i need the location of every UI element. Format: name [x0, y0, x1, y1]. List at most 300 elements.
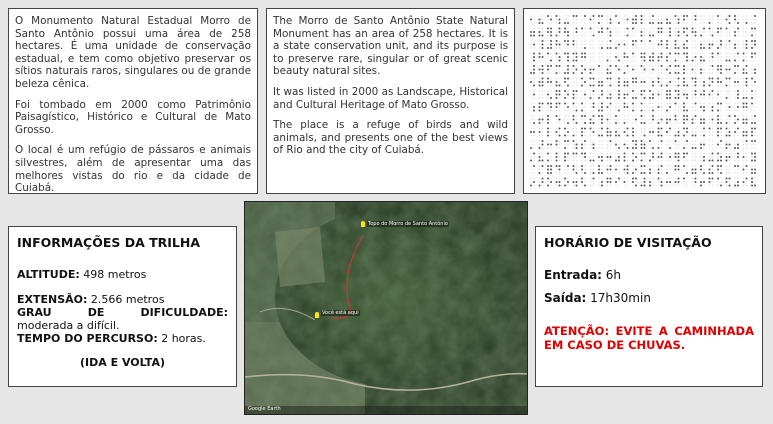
braille-dot — [550, 97, 552, 99]
braille-dot — [734, 106, 735, 107]
braille-dot — [734, 78, 735, 79]
braille-dot — [567, 81, 568, 82]
braille-dot — [652, 153, 654, 155]
braille-dot — [720, 128, 722, 130]
braille-dot — [635, 31, 636, 32]
braille-dot — [661, 94, 662, 95]
braille-dot — [720, 169, 721, 170]
braille-dot — [610, 78, 612, 80]
braille-dot — [734, 135, 735, 136]
braille-dot — [530, 135, 531, 136]
braille-dot — [717, 140, 718, 141]
braille-dot — [669, 15, 670, 16]
braille-dot — [709, 110, 710, 111]
braille-dot — [539, 28, 540, 29]
braille-dot — [584, 144, 585, 145]
braille-dot — [624, 22, 625, 23]
braille-dot — [618, 160, 620, 162]
braille-dot — [624, 103, 626, 105]
braille-dot — [675, 178, 676, 179]
braille-dot — [692, 56, 693, 57]
braille-dot — [539, 106, 541, 108]
braille-dot — [607, 56, 608, 57]
braille-dot — [641, 94, 643, 96]
braille-dot — [567, 122, 569, 124]
braille-dot — [610, 81, 611, 82]
braille-dot — [615, 165, 616, 166]
braille-dot — [726, 165, 727, 166]
braille-dot — [649, 128, 650, 129]
braille-dot — [652, 178, 653, 179]
braille-dot — [726, 85, 728, 87]
braille-dot — [564, 115, 565, 116]
braille-dot — [593, 135, 594, 136]
braille-dot — [615, 65, 617, 67]
braille-dot — [675, 128, 676, 129]
braille-dot — [678, 60, 679, 61]
braille-dot — [712, 135, 713, 136]
braille-dot — [618, 85, 620, 87]
braille-dot — [683, 178, 685, 180]
braille-dot — [632, 53, 634, 55]
braille-dot — [661, 19, 662, 20]
braille-dot — [734, 19, 736, 21]
braille-dot — [576, 181, 578, 183]
extension-label: EXTENSÃO: — [17, 293, 88, 306]
braille-dot — [746, 106, 748, 108]
braille-dot — [576, 35, 577, 36]
braille-dot — [751, 131, 753, 133]
braille-dot — [601, 40, 602, 41]
braille-dot — [649, 119, 650, 120]
braille-dot — [632, 40, 634, 42]
braille-dot — [573, 165, 575, 167]
braille-dot — [703, 122, 705, 124]
braille-dot — [666, 165, 667, 166]
braille-dot — [675, 172, 676, 173]
braille-dot — [652, 90, 653, 91]
braille-dot — [683, 122, 685, 124]
braille-dot — [666, 53, 667, 54]
braille-dot — [709, 156, 710, 157]
braille-dot — [635, 22, 637, 24]
braille-dot — [641, 128, 642, 129]
braille-dot — [624, 72, 626, 74]
braille-dot — [559, 56, 561, 58]
pt-paragraph-1: O Monumento Natural Estadual Morro de Santo Antônio possui uma área de 258 hectares. É uma unidade de conservação estadual, e tem como objetivo preservar os sítios naturais raros, singulares ou de grande beleza cênica. — [15, 15, 251, 90]
entry-value: 6h — [601, 268, 622, 282]
braille-dot — [542, 90, 543, 91]
braille-dot — [675, 85, 676, 86]
braille-dot — [610, 44, 611, 45]
braille-dot — [547, 28, 549, 30]
braille-dot — [601, 147, 602, 148]
braille-dot — [717, 172, 718, 173]
braille-dot — [559, 90, 561, 92]
braille-dot — [556, 128, 557, 129]
braille-dot — [581, 28, 583, 30]
braille-dot — [610, 178, 612, 180]
braille-dot — [641, 81, 643, 83]
braille-dot — [737, 69, 738, 70]
braille-dot — [542, 65, 544, 67]
braille-dot — [734, 31, 736, 33]
braille-dot — [666, 169, 667, 170]
braille-dot — [678, 119, 679, 120]
difficulty-value: moderada a difícil. — [17, 319, 120, 332]
braille-dot — [649, 19, 650, 20]
braille-dot — [661, 144, 662, 145]
braille-dot — [624, 156, 626, 158]
braille-dot — [666, 31, 667, 32]
braille-dot — [530, 69, 531, 70]
braille-dot — [576, 69, 578, 71]
braille-dot — [635, 169, 637, 171]
braille-dot — [581, 185, 582, 186]
braille-dot — [564, 85, 565, 86]
braille-dot — [641, 60, 642, 61]
braille-dot — [542, 19, 543, 20]
braille-dot — [547, 69, 549, 71]
braille-dot — [632, 115, 633, 116]
braille-dot — [547, 94, 549, 96]
braille-dot — [539, 156, 541, 158]
braille-dot — [743, 181, 745, 183]
braille-dot — [530, 181, 531, 182]
braille-dot — [649, 156, 650, 157]
braille-dot — [632, 128, 634, 130]
braille-dot — [678, 81, 679, 82]
braille-dot — [590, 78, 592, 80]
braille-dot — [593, 44, 594, 45]
braille-dot — [573, 122, 574, 123]
braille-dot — [649, 110, 650, 111]
braille-dot — [683, 56, 684, 57]
braille-dot — [584, 40, 585, 41]
braille-dot — [709, 90, 710, 91]
braille-dot — [658, 172, 660, 174]
braille-dot — [607, 103, 608, 104]
braille-dot — [564, 135, 566, 137]
braille-dot — [695, 119, 696, 120]
braille-dot — [652, 19, 653, 20]
braille-dot — [661, 31, 663, 33]
braille-dot — [610, 140, 612, 142]
braille-dot — [729, 53, 730, 54]
braille-dot — [686, 40, 688, 42]
braille-dot — [703, 103, 704, 104]
braille-dot — [700, 44, 702, 46]
braille-dot — [751, 44, 752, 45]
braille-dot — [598, 122, 599, 123]
braille-dot — [678, 22, 680, 24]
braille-dot — [678, 165, 680, 167]
braille-dot — [695, 122, 696, 123]
time-value: 2 horas. — [157, 332, 206, 345]
braille-dot — [590, 140, 591, 141]
braille-dot — [624, 185, 625, 186]
braille-dot — [726, 119, 727, 120]
braille-dot — [729, 31, 730, 32]
braille-dot — [584, 185, 586, 187]
braille-dot — [542, 85, 544, 87]
braille-dot — [669, 19, 670, 20]
braille-dot — [675, 90, 677, 92]
braille-dot — [593, 119, 594, 120]
braille-dot — [550, 56, 551, 57]
braille-dot — [692, 47, 693, 48]
braille-dot — [669, 172, 670, 173]
en-paragraph-1: The Morro de Santo Antônio State Natural Monument has an area of 258 hectares. It is a state conservation unit, and its purpose is to preserve rare, singular or of great scenic beauty natural sites. — [273, 15, 508, 78]
braille-dot — [618, 97, 620, 99]
braille-dot — [717, 40, 718, 41]
braille-dot — [726, 181, 728, 183]
braille-dot — [559, 115, 560, 116]
braille-dot — [593, 31, 594, 32]
braille-dot — [675, 103, 677, 105]
braille-dot — [717, 47, 719, 49]
braille-dot — [593, 160, 595, 162]
braille-dot — [590, 169, 591, 170]
braille-dot — [627, 94, 629, 96]
braille-dot — [635, 115, 636, 116]
braille-dot — [700, 119, 702, 121]
braille-dot — [720, 131, 721, 132]
braille-dot — [726, 56, 727, 57]
braille-dot — [734, 153, 735, 154]
braille-dot — [533, 69, 535, 71]
braille-dot — [581, 103, 583, 105]
braille-dot — [746, 185, 747, 186]
braille-dot — [712, 115, 713, 116]
braille-dot — [627, 15, 628, 16]
braille-dot — [542, 178, 544, 180]
braille-dot — [712, 31, 713, 32]
braille-dot — [533, 153, 535, 155]
braille-dot — [751, 28, 753, 30]
braille-dot — [581, 40, 582, 41]
braille-dot — [550, 47, 552, 49]
braille-dot — [726, 97, 728, 99]
braille-dot — [601, 160, 603, 162]
braille-dot — [743, 131, 745, 133]
braille-dot — [746, 144, 747, 145]
braille-dot — [649, 78, 650, 79]
braille-dot — [559, 44, 561, 46]
braille-dot — [567, 119, 568, 120]
braille-dot — [729, 106, 731, 108]
braille-dot — [556, 85, 558, 87]
braille-dot — [641, 160, 643, 162]
braille-dot — [717, 185, 718, 186]
braille-dot — [530, 19, 532, 21]
braille-dot — [712, 110, 714, 112]
braille-dot — [550, 181, 552, 183]
braille-dot — [556, 153, 558, 155]
braille-dot — [530, 172, 531, 173]
braille-dot — [737, 135, 738, 136]
braille-dot — [567, 165, 569, 167]
braille-dot — [539, 65, 540, 66]
braille-dot — [649, 147, 650, 148]
braille-dot — [601, 28, 603, 30]
braille-dot — [720, 106, 721, 107]
braille-dot — [576, 28, 578, 30]
braille-dot — [559, 72, 560, 73]
braille-dot — [576, 97, 577, 98]
braille-dot — [530, 147, 532, 149]
braille-dot — [550, 60, 552, 62]
braille-dot — [607, 106, 609, 108]
braille-dot — [754, 97, 755, 98]
braille-dot — [683, 72, 685, 74]
braille-dot — [703, 56, 704, 57]
braille-dot — [598, 115, 600, 117]
braille-dot — [649, 135, 650, 136]
braille-dot — [729, 44, 730, 45]
braille-dot — [734, 172, 735, 173]
braille-dot — [607, 28, 609, 30]
braille-dot — [539, 56, 541, 58]
braille-dot — [734, 53, 735, 54]
braille-dot — [632, 31, 633, 32]
braille-dot — [666, 128, 667, 129]
braille-dot — [581, 56, 583, 58]
braille-dot — [584, 131, 585, 132]
braille-dot — [658, 53, 659, 54]
braille-dot — [542, 153, 543, 154]
braille-dot — [678, 144, 679, 145]
braille-dot — [584, 106, 585, 107]
braille-dot — [717, 147, 718, 148]
braille-dot — [590, 160, 592, 162]
braille-dot — [581, 115, 583, 117]
braille-dot — [692, 53, 693, 54]
braille-dot — [539, 85, 541, 87]
pt-paragraph-2: Foi tombado em 2000 como Patrimônio Paisagístico, Histórico e Cultural de Mato Grosso. — [15, 98, 251, 136]
braille-dot — [547, 106, 548, 107]
braille-dot — [726, 160, 728, 162]
braille-dot — [573, 147, 574, 148]
braille-dot — [754, 172, 756, 174]
braille-dot — [746, 153, 747, 154]
braille-dot — [695, 131, 696, 132]
braille-dot — [649, 15, 650, 16]
braille-dot — [590, 15, 591, 16]
braille-dot — [649, 153, 650, 154]
braille-dot — [530, 65, 531, 66]
braille-dot — [559, 31, 561, 33]
braille-dot — [652, 69, 654, 71]
braille-dot — [556, 15, 558, 17]
braille-dot — [542, 22, 544, 24]
braille-dot — [547, 78, 549, 80]
braille-dot — [717, 131, 719, 133]
braille-dot — [539, 90, 540, 91]
braille-dot — [644, 15, 645, 16]
braille-dot — [593, 47, 594, 48]
braille-dot — [652, 119, 654, 121]
braille-dot — [703, 147, 704, 148]
braille-dot — [692, 122, 694, 124]
braille-dot — [547, 135, 549, 137]
difficulty-label — [17, 306, 228, 319]
braille-dot — [644, 44, 645, 45]
braille-dot — [615, 40, 616, 41]
braille-dot — [627, 169, 629, 171]
braille-dot — [590, 106, 591, 107]
braille-dot — [661, 81, 662, 82]
braille-dot — [703, 40, 704, 41]
braille-dot — [624, 60, 625, 61]
braille-dot — [669, 31, 671, 33]
braille-dot — [598, 172, 600, 174]
braille-dot — [712, 119, 714, 121]
braille-dot — [751, 56, 753, 58]
braille-dot — [737, 31, 738, 32]
braille-dot — [734, 35, 736, 37]
braille-dot — [743, 60, 745, 62]
braille-dot — [641, 131, 642, 132]
braille-dot — [632, 153, 634, 155]
braille-dot — [652, 47, 653, 48]
braille-dot — [683, 28, 685, 30]
braille-dot — [635, 81, 637, 83]
braille-dot — [542, 15, 543, 16]
braille-dot — [556, 156, 558, 158]
braille-dot — [564, 60, 565, 61]
braille-dot — [644, 69, 646, 71]
braille-dot — [743, 65, 744, 66]
braille-dot — [669, 22, 671, 24]
braille-dot — [746, 172, 747, 173]
braille-dot — [703, 78, 704, 79]
braille-dot — [530, 185, 532, 187]
braille-dot — [564, 122, 565, 123]
braille-dot — [567, 160, 568, 161]
braille-dot — [683, 156, 685, 158]
braille-dot — [576, 128, 577, 129]
braille-dot — [576, 156, 577, 157]
braille-dot — [700, 28, 701, 29]
braille-dot — [564, 72, 566, 74]
braille-dot — [610, 181, 612, 183]
braille-dot — [683, 40, 684, 41]
braille-dot — [675, 140, 677, 142]
braille-dot — [658, 94, 660, 96]
braille-dot — [607, 72, 609, 74]
braille-dot — [678, 56, 679, 57]
braille-dot — [652, 56, 654, 58]
braille-dot — [641, 44, 642, 45]
braille-dot — [734, 47, 736, 49]
braille-dot — [666, 119, 668, 121]
braille-dot — [618, 131, 619, 132]
braille-dot — [726, 69, 728, 71]
braille-dot — [712, 131, 713, 132]
braille-dot — [754, 69, 756, 71]
braille-dot — [649, 40, 651, 42]
braille-dot — [530, 153, 531, 154]
braille-dot — [556, 178, 557, 179]
braille-dot — [584, 90, 585, 91]
braille-dot — [754, 15, 756, 17]
braille-dot — [584, 103, 585, 104]
braille-dot — [584, 172, 586, 174]
braille-dot — [734, 65, 736, 67]
braille-dot — [652, 106, 653, 107]
braille-dot — [556, 181, 558, 183]
